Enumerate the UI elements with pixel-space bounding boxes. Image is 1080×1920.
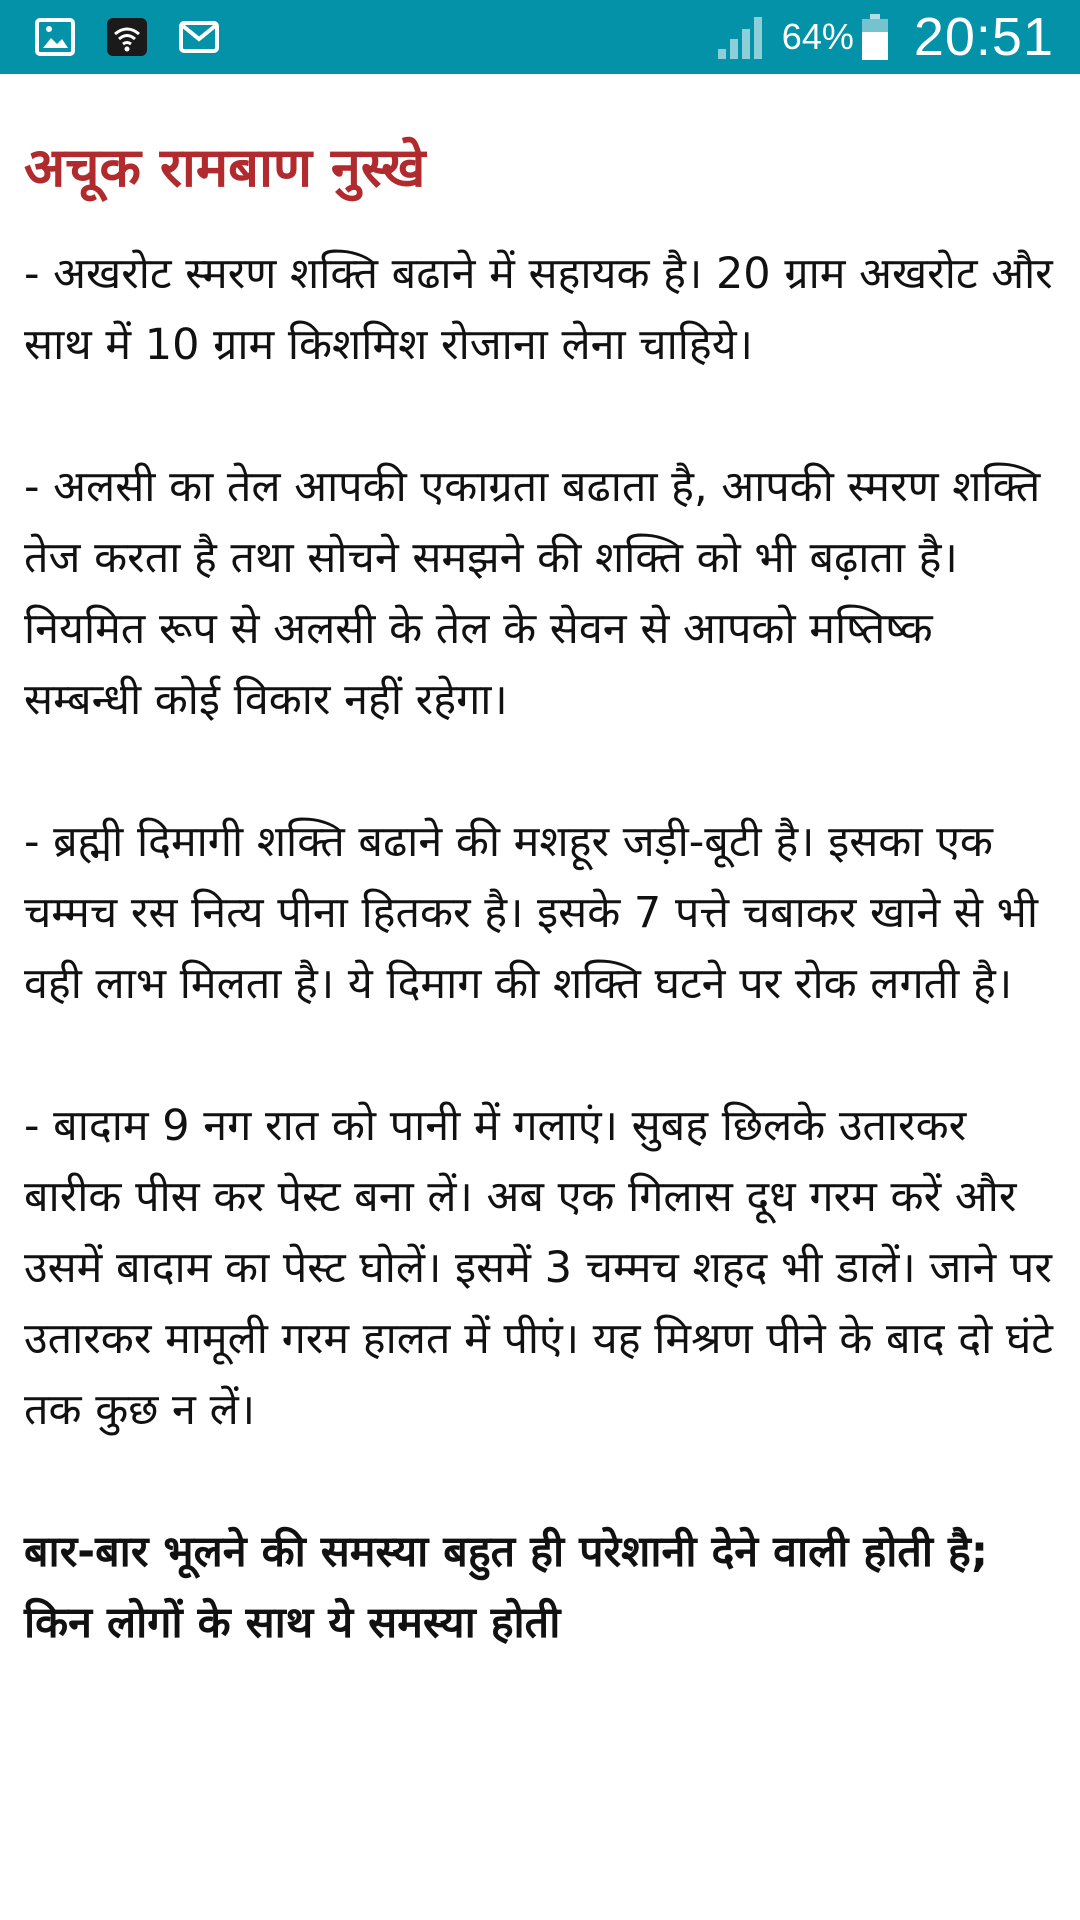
wifi-hotspot-icon: [106, 17, 148, 57]
article-paragraph: - बादाम 9 नग रात को पानी में गलाएं। सुबह छिलके उतारकर बारीक पीस कर पेस्ट बना लें। अब एक गिलास दूध गरम करें और उसमें बादाम का पेस्ट घोलें। इसमें 3 चम्मच शहद भी डालें। जाने पर उतारकर मामूली गरम हालत में पीएं। यह मिश्रण पीने के बाद दो घंटे तक कुछ न लें।: [24, 1100, 1053, 1435]
article-title: अचूक रामबाण नुस्खे: [24, 136, 426, 199]
article-content: [24, 74, 1060, 1702]
article-bold-paragraph: बार-बार भूलने की समस्या बहुत ही परेशानी देने वाली होती है; किन लोगों के साथ ये समस्या होती: [24, 1526, 989, 1648]
email-icon: [178, 17, 220, 57]
article-paragraph: - अलसी का तेल आपकी एकाग्रता बढाता है, आपकी स्मरण शक्ति तेज करता है तथा सोचने समझने की शक्ति को भी बढ़ाता है। नियमित रूप से अलसी के तेल के सेवन से आपको मष्तिष्क सम्बन्धी कोई विकार नहीं रहेगा।: [24, 461, 1041, 725]
signal-icon: [716, 15, 766, 59]
battery-icon: [862, 14, 888, 60]
battery-percent: 64%: [781, 16, 854, 57]
clock: 20:51: [913, 7, 1054, 67]
status-bar: [0, 0, 1080, 74]
article-paragraph: - ब्रह्मी दिमागी शक्ति बढाने की मशहूर जड़ी-बूटी है। इसका एक चम्मच रस नित्य पीना हितकर है। इसके 7 पत्ते चबाकर खाने से भी वही लाभ मिलता है। ये दिमाग की शक्ति घटने पर रोक लगती है।: [24, 816, 1038, 1009]
article-paragraph: - अखरोट स्मरण शक्ति बढाने में सहायक है। 20 ग्राम अखरोट और साथ में 10 ग्राम किशमिश रोजाना लेना चाहिये।: [24, 248, 1053, 370]
gallery-icon: [34, 17, 76, 57]
